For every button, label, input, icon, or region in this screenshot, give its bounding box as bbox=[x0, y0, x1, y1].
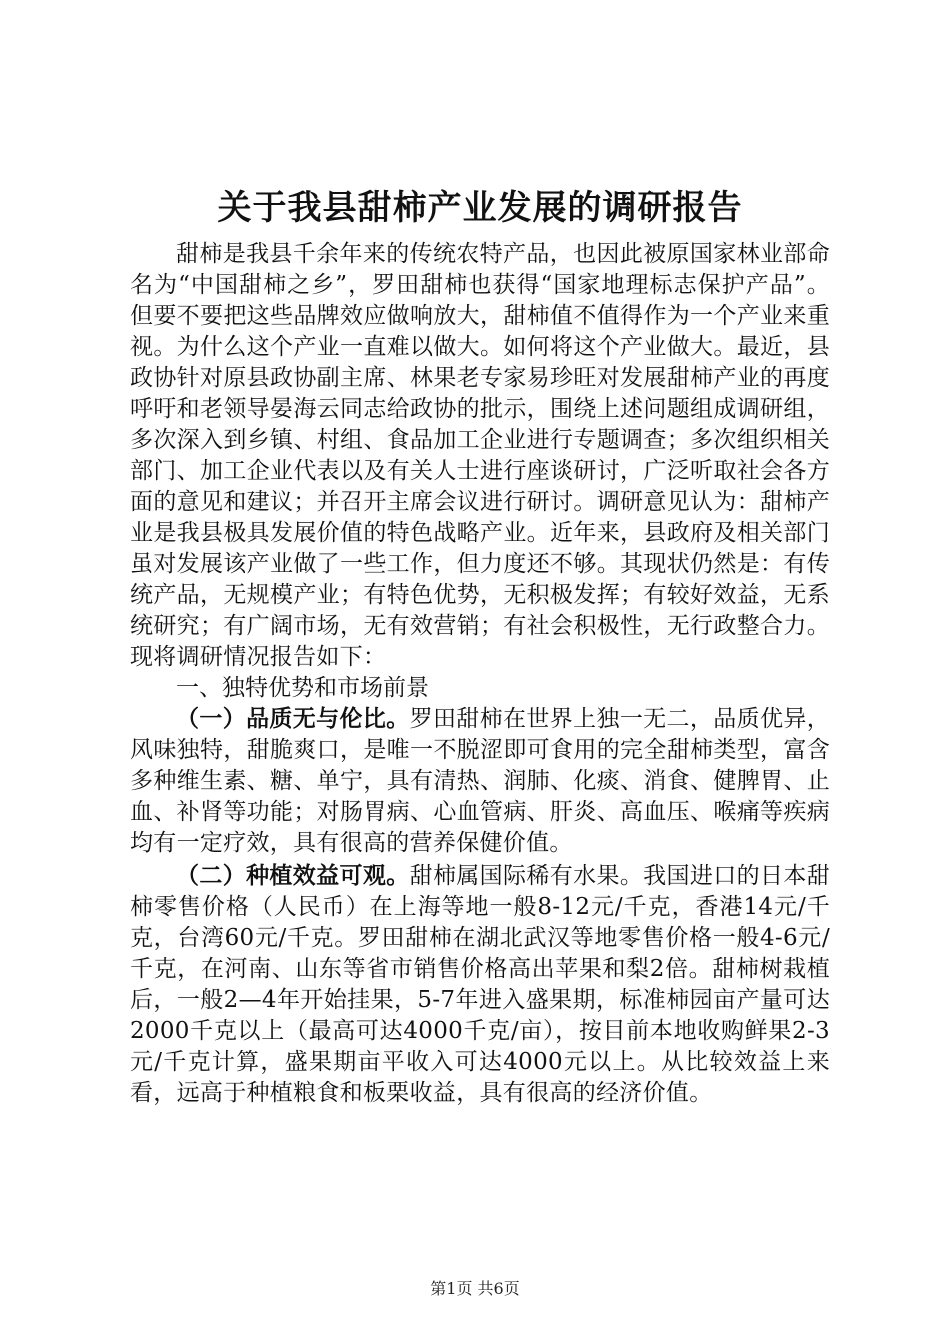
benefit-lead: （二）种植效益可观。 bbox=[176, 863, 410, 889]
document-title: 关于我县甜柿产业发展的调研报告 bbox=[217, 188, 743, 228]
benefit-paragraph bbox=[130, 861, 830, 1109]
benefit-body: 甜柿属国际稀有水果。我国进口的日本甜柿零售价格（人民币）在上海等地一般8-12元/千克，香港14元/千克，台湾60元/千克。罗田甜柿在湖北武汉等地零售价格一般4-6元/千克，在河南、山东等省市销售价格高出苹果和梨2倍。甜柿树栽植后，一般2—4年开始挂果，5-7年进入盛果期，标准柿园亩产量可达2000千克以上（最高可达4000千克/亩），按目前本地收购鲜果2-3元/千克计算，盛果期亩平收入可达4000元以上。从比较效益上来看，远高于种植粮食和板栗收益，具有很高的经济价值。 bbox=[130, 863, 830, 1106]
quality-lead: （一）品质无与伦比。 bbox=[176, 706, 410, 732]
page-footer: 第1页 共6页 bbox=[430, 1279, 520, 1298]
quality-body: 罗田甜柿在世界上独一无二，品质优异，风味独特，甜脆爽口，是唯一不脱涩即可食用的完全甜柿类型，富含多种维生素、糖、单宁，具有清热、润肺、化痰、消食、健脾胃、止血、补肾等功能；对肠胃病、心血管病、肝炎、高血压、喉痛等疾病均有一定疗效，具有很高的营养保健价值。 bbox=[130, 706, 830, 856]
quality-paragraph bbox=[130, 704, 830, 859]
intro-paragraph: 甜柿是我县千余年来的传统农特产品，也因此被原国家林业部命名为“中国甜柿之乡”，罗田甜柿也获得“国家地理标志保护产品”。但要不要把这些品牌效应做响放大，甜柿值不值得作为一个产业来重视。为什么这个产业一直难以做大。如何将这个产业做大。最近，县政协针对原县政协副主席、林果老专家易珍旺对发展甜柿产业的再度呼吁和老领导晏海云同志给政协的批示，围绕上述问题组成调研组，多次深入到乡镇、村组、食品加工企业进行专题调查；多次组织相关部门、加工企业代表以及有关人士进行座谈研讨，广泛听取社会各方面的意见和建议；并召开主席会议进行研讨。调研意见认为：甜柿产业是我县极具发展价值的特色战略产业。近年来，县政府及相关部门虽对发展该产业做了一些工作，但力度还不够。其现状仍然是：有传统产品，无规模产业；有特色优势，无积极发挥；有较好效益，无系统研究；有广阔市场，无有效营销；有社会积极性，无行政整合力。现将调研情况报告如下： bbox=[130, 241, 830, 670]
document-body bbox=[130, 183, 830, 1109]
section-heading: 一、独特优势和市场前景 bbox=[176, 675, 429, 701]
